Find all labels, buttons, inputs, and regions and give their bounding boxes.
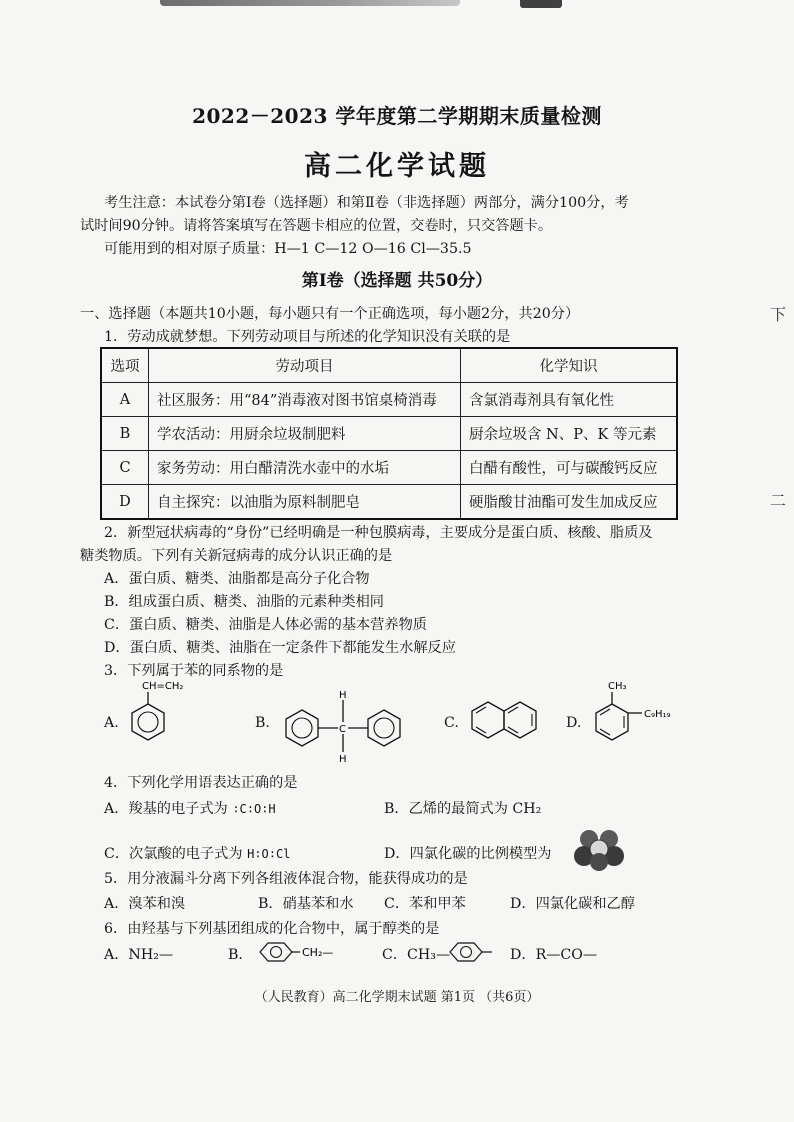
scan-edge-mark: [520, 0, 562, 8]
table-row: [101, 417, 677, 451]
ccl4-space-filling-model: [571, 826, 627, 872]
h-top-label: H: [339, 690, 347, 701]
row-activity: 自主探究：以油脂为原料制肥皂: [149, 485, 461, 520]
q6-option-d: D．R—CO—: [510, 947, 598, 963]
c-center-label: C: [339, 724, 346, 735]
naphthalene-structure: [466, 696, 546, 756]
exam-subject: 高二化学试题: [304, 151, 490, 182]
q3-label-b: B.: [255, 715, 270, 731]
q2-option-d: D．蛋白质、糖类、油脂在一定条件下都能发生水解反应: [104, 640, 456, 656]
table-row: [101, 485, 677, 520]
row-activity: 学农活动：用厨余垃圾制肥料: [149, 417, 461, 451]
q5-stem: 5．用分液漏斗分离下列各组液体混合物，能获得成功的是: [104, 871, 468, 887]
row-activity: 社区服务：用“84”消毒液对图书馆桌椅消毒: [149, 383, 461, 417]
header-option: 选项: [101, 348, 149, 383]
row-option: D: [101, 485, 149, 520]
q1-table: [100, 347, 678, 520]
q6-option-c: C．CH₃—: [382, 947, 451, 963]
row-knowledge: 硬脂酸甘油酯可发生加成反应: [460, 485, 677, 520]
q3-stem: 3．下列属于苯的同系物的是: [104, 663, 284, 679]
benzyl-tail-label: CH₂—: [302, 946, 334, 959]
hypochlorous-electron-formula: H∶O∶Cl: [247, 847, 291, 861]
q4-option-c: [104, 843, 290, 863]
q5-option-a: A．溴苯和溴: [104, 896, 186, 912]
q6-stem: 6．由羟基与下列基团组成的化合物中，属于醇类的是: [104, 921, 440, 937]
styrene-group-label: CH=CH₂: [142, 681, 184, 692]
q5-option-d: D．四氯化碳和乙醇: [510, 896, 635, 912]
q4-option-d: D．四氯化碳的比例模型为: [384, 846, 552, 862]
q6-option-b: B．: [228, 947, 253, 963]
margin-mark-1: 下: [770, 305, 787, 324]
alkyl-toluene-structure: [584, 678, 714, 758]
row-knowledge: 厨余垃圾含 N、P、K 等元素: [460, 417, 677, 451]
header-knowledge: 化学知识: [460, 348, 677, 383]
notice-line-1: 考生注意：本试卷分第Ⅰ卷（选择题）和第Ⅱ卷（非选择题）两部分，满分100分，考: [104, 195, 629, 211]
part-instructions: 一、选择题（本题共10小题，每小题只有一个正确选项，每小题2分，共20分）: [80, 306, 580, 322]
carboxyl-electron-formula: ∶C∶O∶H: [232, 802, 276, 816]
q1-stem: 1．劳动成就梦想。下列劳动项目与所述的化学知识没有关联的是: [104, 329, 511, 345]
q3-label-d: D.: [566, 715, 582, 731]
exam-title: 2022－2023 学年度第二学期期末质量检测: [192, 104, 602, 128]
scan-edge-strip: [160, 0, 460, 6]
q6-option-a: A．NH₂—: [104, 947, 174, 963]
table-header-row: [101, 348, 677, 383]
q4-option-b: B．乙烯的最简式为 CH₂: [384, 801, 542, 817]
q4-option-c-text: C．次氯酸的电子式为: [104, 846, 243, 862]
q2-stem-1: 2．新型冠状病毒的“身份”已经明确是一种包膜病毒，主要成分是蛋白质、核酸、脂质及: [104, 525, 653, 541]
row-activity: 家务劳动：用白醋清洗水壶中的水垢: [149, 451, 461, 485]
tolyl-structure: [446, 936, 506, 970]
q2-option-a: A．蛋白质、糖类、油脂都是高分子化合物: [104, 571, 370, 587]
q4-option-a: [104, 798, 276, 818]
q2-option-b: B．组成蛋白质、糖类、油脂的元素种类相同: [104, 594, 384, 610]
row-option: A: [101, 383, 149, 417]
methyl-label: CH₃: [608, 681, 627, 692]
table-row: [101, 383, 677, 417]
q4-option-a-text: A．羧基的电子式为: [104, 801, 228, 817]
q2-stem-2: 糖类物质。下列有关新冠病毒的成分认识正确的是: [80, 548, 393, 564]
q5-option-c: C．苯和甲苯: [384, 896, 466, 912]
q3-label-c: C.: [444, 715, 459, 731]
page-footer: （人民教育）高二化学期末试题 第1页 （共6页）: [254, 990, 540, 1005]
styrene-structure: [120, 680, 200, 760]
row-knowledge: 白醋有酸性，可与碳酸钙反应: [460, 451, 677, 485]
q4-stem: 4．下列化学用语表达正确的是: [104, 775, 298, 791]
diphenylmethane-structure: [272, 686, 422, 766]
q2-option-c: C．蛋白质、糖类、油脂是人体必需的基本营养物质: [104, 617, 427, 633]
row-option: B: [101, 417, 149, 451]
margin-mark-2: 二: [770, 491, 787, 510]
row-option: C: [101, 451, 149, 485]
q5-option-b: B．硝基苯和水: [258, 896, 354, 912]
alkyl-label: C₉H₁₉: [644, 709, 671, 720]
h-bottom-label: H: [339, 754, 347, 765]
atomic-masses: 可能用到的相对原子质量：H—1 C—12 O—16 Cl—35.5: [104, 241, 472, 257]
row-knowledge: 含氯消毒剂具有氧化性: [460, 383, 677, 417]
q3-label-a: A.: [104, 715, 119, 731]
notice-line-2: 试时间90分钟。请将答案填写在答题卡相应的位置，交卷时，只交答题卡。: [80, 218, 553, 234]
header-activity: 劳动项目: [149, 348, 461, 383]
table-row: [101, 451, 677, 485]
benzyl-structure: [252, 936, 342, 970]
section-title: 第Ⅰ卷（选择题 共50分）: [301, 271, 493, 291]
